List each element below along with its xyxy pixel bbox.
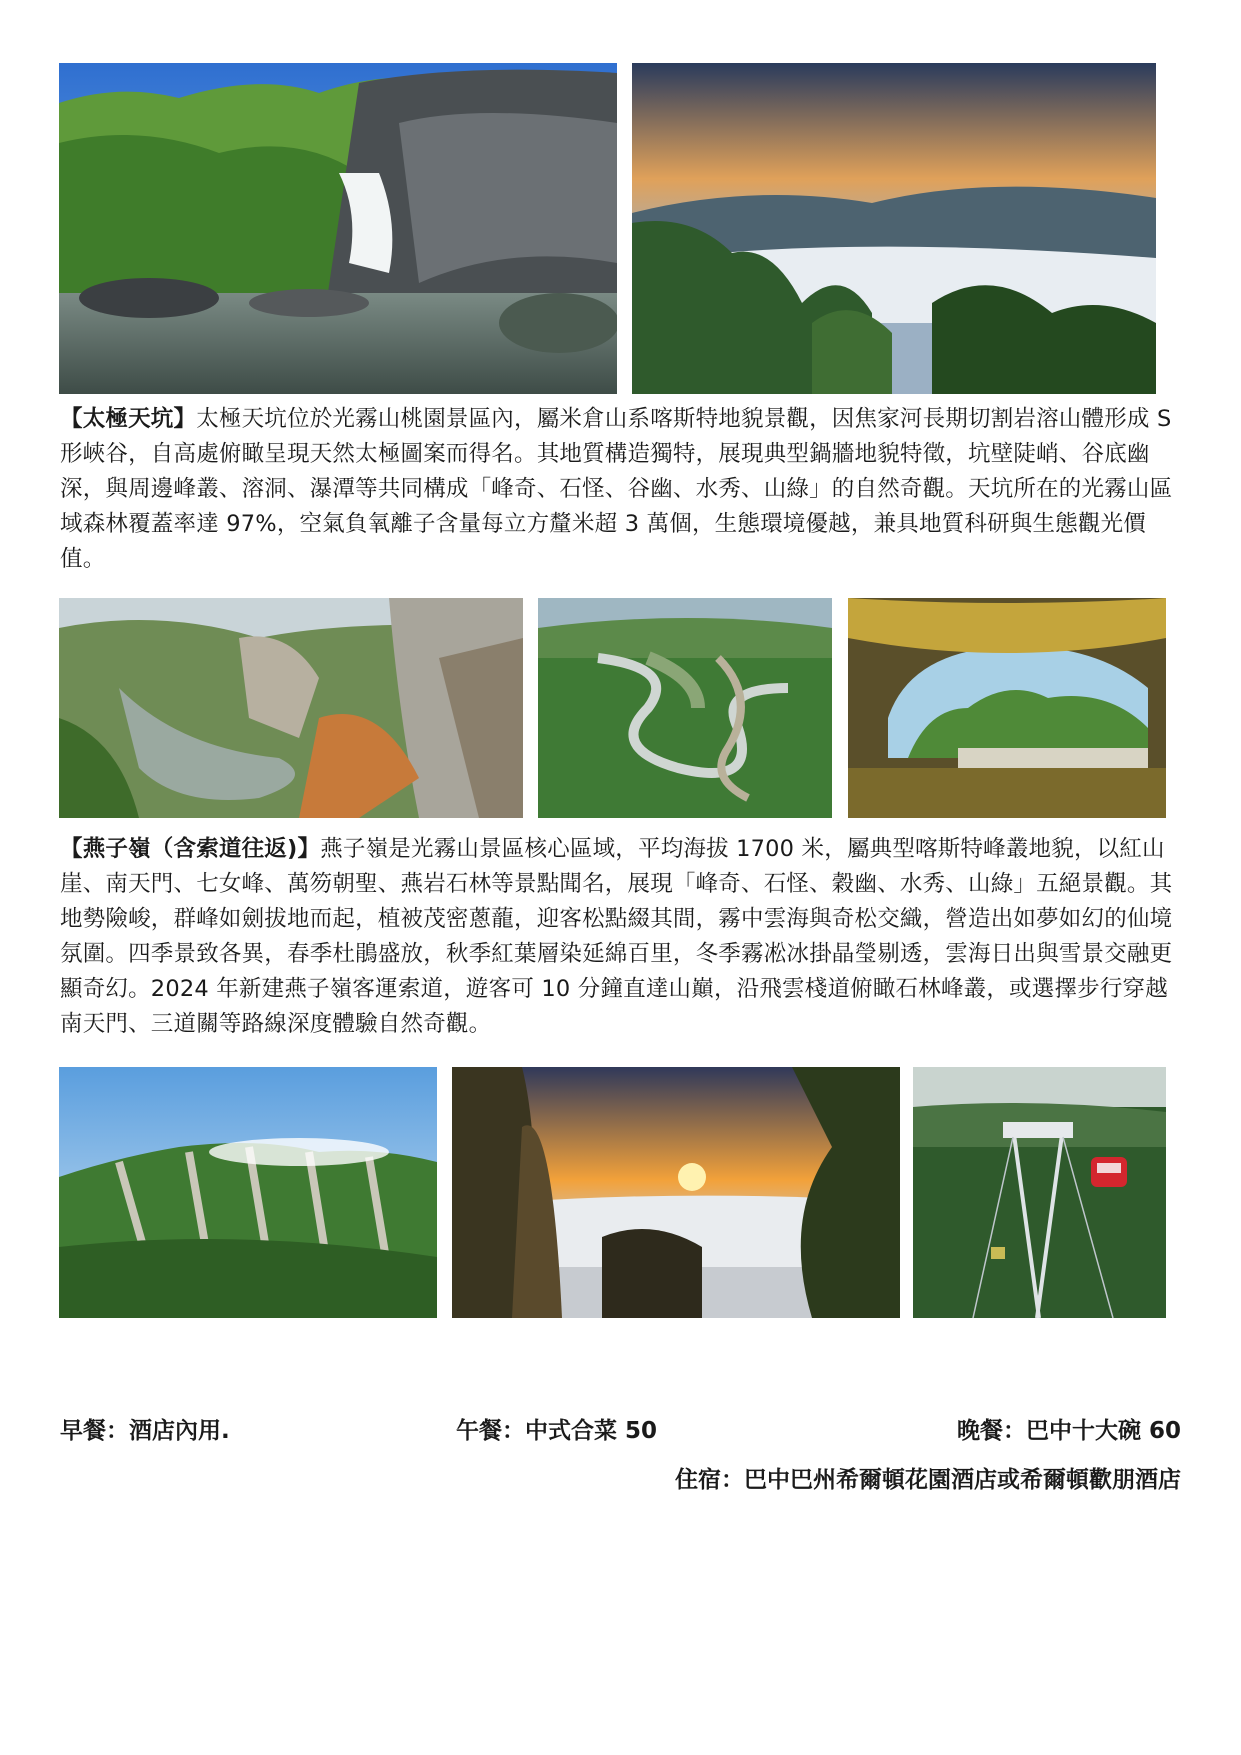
taiji-tiankeng-heading: 【太極天坑】 <box>60 406 197 432</box>
sunrise-peaks-photo <box>452 1067 900 1318</box>
taiji-tiankeng-paragraph <box>60 402 1185 577</box>
lunch-info: 午餐：中式合菜 50 <box>456 1418 658 1444</box>
cable-car-photo <box>913 1067 1166 1318</box>
waterfall-photo <box>59 63 617 394</box>
taiji-aerial-photo <box>538 598 832 818</box>
taiji-tiankeng-body: 太極天坑位於光霧山桃園景區內，屬米倉山系喀斯特地貌景觀，因焦家河長期切割岩溶山體形成 S 形峽谷，自高處俯瞰呈現天然太極圖案而得名。其地質構造獨特，展現典型鍋牆地貌特徵，坑壁陡峭、谷底幽深，與周邊峰叢、溶洞、瀑潭等共同構成「峰奇、石怪、谷幽、水秀、山綠」的自然奇觀。天坑所在的光霧山區域森林覆蓋率達 97%，空氣負氧離子含量每立方釐米超 3 萬個，生態環境優越，兼具地質科研與生態觀光價值。 <box>60 406 1173 572</box>
mountain-ridge-photo <box>59 1067 437 1318</box>
yanziling-body: 燕子嶺是光霧山景區核心區域，平均海拔 1700 米，屬典型喀斯特峰叢地貌，以紅山崖、南天門、七女峰、萬笏朝聖、燕岩石林等景點聞名，展現「峰奇、石怪、穀幽、水秀、山綠」五絕景觀。其地勢險峻，群峰如劍拔地而起，植被茂密蔥蘢，迎客松點綴其間，霧中雲海與奇松交織，營造出如夢如幻的仙境氛圍。四季景致各異，春季杜鵑盛放，秋季紅葉層染延綿百里，冬季霧凇冰掛晶瑩剔透，雲海日出與雪景交融更顯奇幻。2024 年新建燕子嶺客運索道，遊客可 10 分鐘直達山巔，沿飛雲棧道俯瞰石林峰叢，或選擇步行穿越南天門、三道關等路線深度體驗自然奇觀。 <box>60 836 1173 1037</box>
canyon-plankway-photo <box>59 598 523 818</box>
cave-opening-photo <box>848 598 1166 818</box>
dinner-info: 晚餐：巴中十大碗 60 <box>956 1418 1181 1444</box>
yanziling-heading: 【燕子嶺（含索道往返)】 <box>60 836 321 862</box>
breakfast-info: 早餐：酒店內用. <box>60 1418 230 1444</box>
cloud-sea-photo <box>632 63 1156 394</box>
lodging-info: 住宿：巴中巴州希爾頓花園酒店或希爾頓歡朋酒店 <box>675 1467 1181 1493</box>
yanziling-paragraph <box>60 832 1185 1042</box>
